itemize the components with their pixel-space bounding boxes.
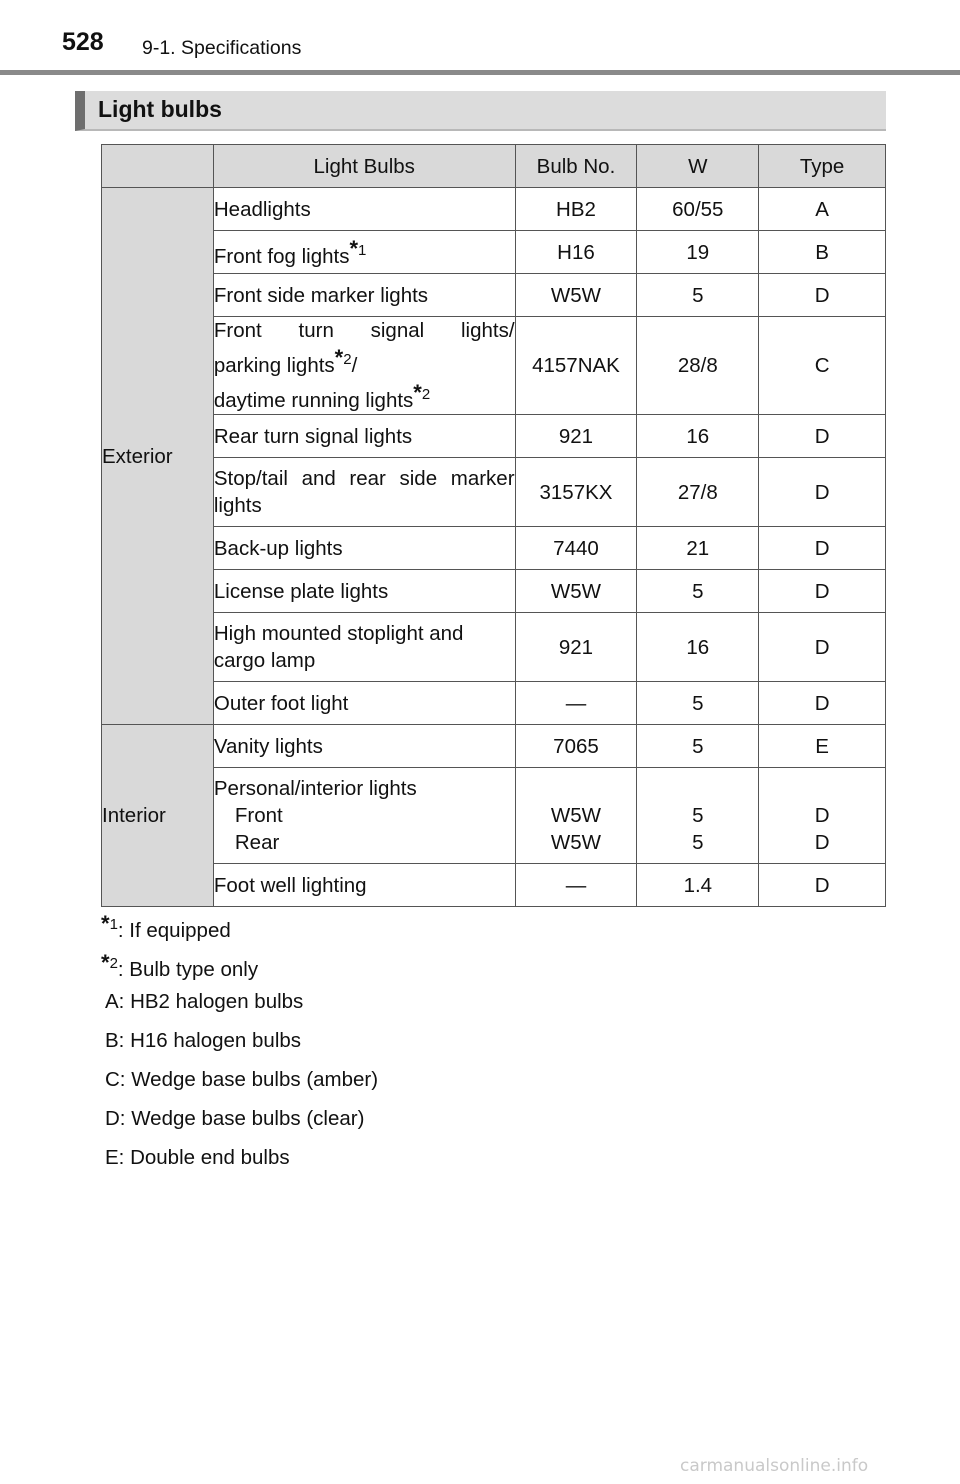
table-header-row bbox=[102, 145, 886, 188]
slash: / bbox=[351, 354, 358, 377]
table-row bbox=[102, 570, 886, 613]
header-blank-cell bbox=[102, 145, 214, 188]
light-name: Outer foot light bbox=[213, 682, 515, 725]
bulb-no: W5W bbox=[550, 804, 602, 827]
bulb-no: 921 bbox=[515, 415, 637, 458]
light-name: Foot well lighting bbox=[213, 864, 515, 907]
word: turn bbox=[298, 319, 334, 342]
light-name: Stop/tail and rear side marker lights bbox=[213, 458, 515, 527]
light-name: Front fog lights bbox=[213, 244, 350, 268]
bulb-no: W5W bbox=[515, 570, 637, 613]
bulb-type: B bbox=[759, 231, 886, 274]
table-row bbox=[102, 725, 886, 768]
footnote-1 bbox=[101, 908, 378, 947]
front-turn-line-1 bbox=[214, 317, 515, 344]
footnote-number: 1 bbox=[109, 916, 118, 933]
legend-d: D: Wedge base bulbs (clear) bbox=[105, 1107, 365, 1130]
front-turn-line-2 bbox=[214, 344, 515, 379]
page-number: 528 bbox=[62, 28, 104, 56]
header-bulb-no: Bulb No. bbox=[515, 145, 637, 188]
bulb-no: W5W bbox=[550, 831, 602, 854]
word: signal bbox=[370, 319, 425, 342]
bulb-no: H16 bbox=[515, 231, 637, 274]
legend-c: C: Wedge base bulbs (amber) bbox=[105, 1068, 379, 1091]
bulb-no-cell bbox=[515, 768, 637, 864]
bulb-no: 921 bbox=[515, 613, 637, 682]
table-row bbox=[102, 768, 886, 864]
table-row bbox=[102, 864, 886, 907]
wattage: 19 bbox=[637, 231, 759, 274]
footnote-asterisk: * bbox=[413, 380, 422, 405]
bulb-type: D bbox=[759, 613, 886, 682]
footnote-asterisk: * bbox=[101, 911, 110, 936]
sub-label-front: Front bbox=[234, 804, 283, 827]
legend-e: E: Double end bulbs bbox=[105, 1146, 290, 1169]
footnote-ref: 1 bbox=[358, 241, 367, 259]
header-light-bulbs: Light Bulbs bbox=[213, 145, 515, 188]
table-row bbox=[102, 527, 886, 570]
footnotes bbox=[101, 908, 378, 1181]
header-w: W bbox=[637, 145, 759, 188]
wattage: 5 bbox=[637, 725, 759, 768]
footnote-asterisk: * bbox=[349, 235, 359, 261]
light-name-cell bbox=[213, 317, 515, 415]
wattage: 5 bbox=[637, 682, 759, 725]
light-bulbs-table bbox=[101, 144, 886, 907]
sub-label-rear: Rear bbox=[234, 831, 280, 854]
heading-bar bbox=[75, 91, 886, 131]
light-name-cell bbox=[213, 231, 515, 274]
footnote-ref: 2 bbox=[343, 351, 352, 368]
footnote-ref: 2 bbox=[421, 386, 431, 403]
section-title: 9-1. Specifications bbox=[142, 37, 302, 59]
light-name: Headlights bbox=[213, 188, 515, 231]
bulb-type: C bbox=[759, 317, 886, 415]
bulb-no: — bbox=[515, 864, 637, 907]
table-row bbox=[102, 613, 886, 682]
bulb-type: D bbox=[814, 831, 830, 854]
bulb-type: D bbox=[759, 570, 886, 613]
light-name: License plate lights bbox=[213, 570, 515, 613]
legend-b: B: H16 halogen bulbs bbox=[105, 1029, 302, 1052]
bulb-type: A bbox=[759, 188, 886, 231]
bulb-type: D bbox=[759, 864, 886, 907]
wattage: 16 bbox=[637, 415, 759, 458]
light-name: Personal/interior lights bbox=[213, 777, 417, 800]
wattage: 5 bbox=[637, 570, 759, 613]
wattage: 1.4 bbox=[637, 864, 759, 907]
table-row bbox=[102, 458, 886, 527]
bulb-no: W5W bbox=[515, 274, 637, 317]
header-type: Type bbox=[759, 145, 886, 188]
header-rule bbox=[0, 70, 960, 75]
light-name: High mounted stoplight and cargo lamp bbox=[213, 613, 515, 682]
light-name: daytime running lights bbox=[213, 389, 414, 412]
wattage: 5 bbox=[692, 804, 704, 827]
table-row bbox=[102, 415, 886, 458]
footnote-asterisk: * bbox=[334, 345, 344, 370]
light-name: Front side marker lights bbox=[213, 274, 515, 317]
table-row bbox=[102, 274, 886, 317]
word: Front bbox=[213, 319, 262, 342]
group-interior: Interior bbox=[102, 725, 214, 907]
front-turn-line-3 bbox=[214, 379, 515, 414]
table-row bbox=[102, 188, 886, 231]
bulb-type: D bbox=[759, 415, 886, 458]
bulb-no: 3157KX bbox=[515, 458, 637, 527]
bulb-no: 7065 bbox=[515, 725, 637, 768]
wattage: 5 bbox=[692, 831, 704, 854]
bulb-type: E bbox=[759, 725, 886, 768]
wattage: 27/8 bbox=[637, 458, 759, 527]
light-name: Vanity lights bbox=[213, 725, 515, 768]
table-row bbox=[102, 317, 886, 415]
footnote-number: 2 bbox=[109, 955, 118, 972]
bulb-type: D bbox=[759, 682, 886, 725]
light-name-cell bbox=[213, 768, 515, 864]
footnote-text: : If equipped bbox=[117, 919, 231, 942]
wattage: 5 bbox=[637, 274, 759, 317]
bulb-type: D bbox=[814, 804, 830, 827]
heading-title: Light bulbs bbox=[98, 96, 222, 122]
legend-a: A: HB2 halogen bulbs bbox=[105, 990, 304, 1013]
word: lights/ bbox=[460, 319, 515, 342]
group-exterior: Exterior bbox=[102, 188, 214, 725]
bulb-type: D bbox=[759, 274, 886, 317]
footnote-text: : Bulb type only bbox=[117, 958, 259, 981]
light-name: Rear turn signal lights bbox=[213, 415, 515, 458]
bulb-type-cell bbox=[759, 768, 886, 864]
bulb-no: 7440 bbox=[515, 527, 637, 570]
footnote-2 bbox=[101, 947, 378, 986]
bulb-type: D bbox=[759, 527, 886, 570]
wattage: 21 bbox=[637, 527, 759, 570]
bulb-no: — bbox=[515, 682, 637, 725]
table-row bbox=[102, 682, 886, 725]
bulb-no: 4157NAK bbox=[515, 317, 637, 415]
bulb-type: D bbox=[759, 458, 886, 527]
light-name: Back-up lights bbox=[213, 527, 515, 570]
wattage: 16 bbox=[637, 613, 759, 682]
wattage: 60/55 bbox=[637, 188, 759, 231]
footnote-asterisk: * bbox=[101, 950, 110, 975]
wattage: 28/8 bbox=[637, 317, 759, 415]
watermark: carmanualsonline.info bbox=[680, 1456, 869, 1476]
wattage-cell bbox=[637, 768, 759, 864]
light-name: parking lights bbox=[213, 354, 335, 377]
bulb-no: HB2 bbox=[515, 188, 637, 231]
table-row bbox=[102, 231, 886, 274]
